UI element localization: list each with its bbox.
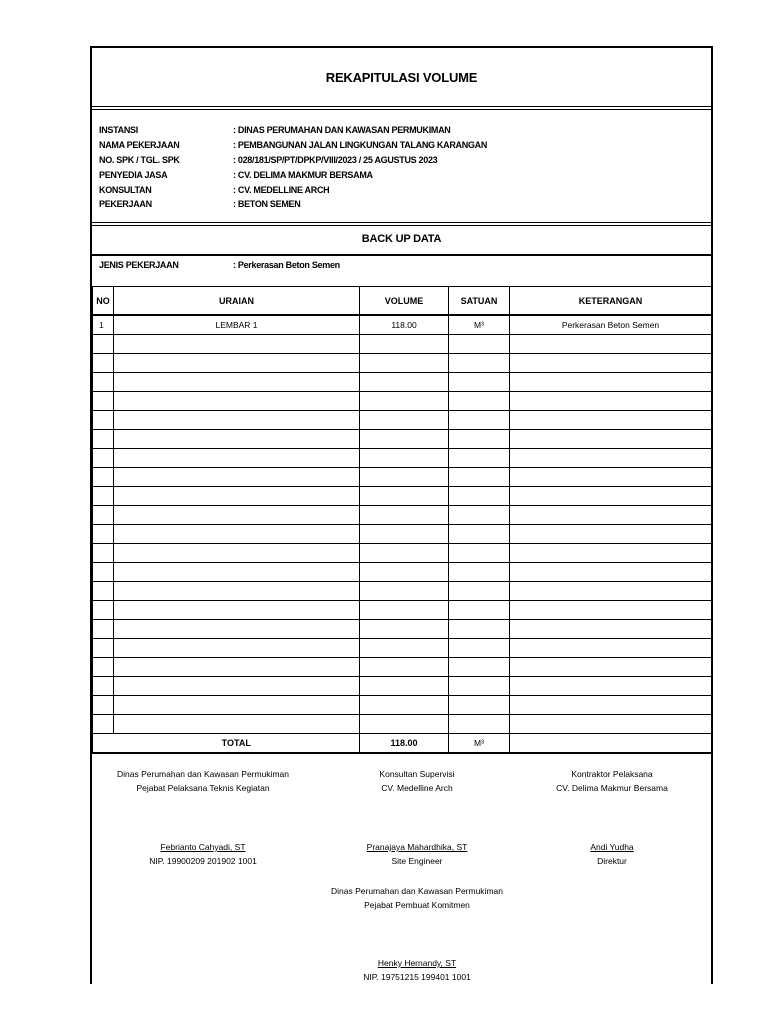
table-row-empty <box>93 487 712 506</box>
cell-no <box>93 715 114 734</box>
cell-no <box>93 658 114 677</box>
table-row-empty <box>93 715 712 734</box>
cell-satuan <box>449 411 510 430</box>
signature-block-ppk-commitment <box>307 884 527 984</box>
cell-no <box>93 563 114 582</box>
cell-keterangan <box>510 601 712 620</box>
table-row-empty <box>93 506 712 525</box>
signature-id: Site Engineer <box>391 856 443 866</box>
header-keterangan: KETERANGAN <box>510 287 712 316</box>
cell-uraian <box>114 620 360 639</box>
cell-volume <box>360 620 449 639</box>
signature-org: Kontraktor Pelaksana <box>571 769 653 779</box>
header-satuan: SATUAN <box>449 287 510 316</box>
cell-keterangan <box>510 373 712 392</box>
cell-no: 1 <box>93 315 114 335</box>
total-keterangan <box>510 734 712 754</box>
cell-uraian <box>114 658 360 677</box>
cell-volume <box>360 354 449 373</box>
cell-uraian <box>114 449 360 468</box>
cell-keterangan <box>510 696 712 715</box>
cell-no <box>93 335 114 354</box>
cell-uraian <box>114 525 360 544</box>
cell-uraian <box>114 335 360 354</box>
table-body <box>93 315 712 734</box>
divider <box>92 109 711 110</box>
cell-no <box>93 449 114 468</box>
signature-org: Konsultan Supervisi <box>379 769 455 779</box>
table-row-empty <box>93 620 712 639</box>
jenis-value: : Perkerasan Beton Semen <box>233 260 340 270</box>
cell-satuan <box>449 525 510 544</box>
cell-keterangan <box>510 468 712 487</box>
cell-volume <box>360 563 449 582</box>
table-row-empty <box>93 639 712 658</box>
cell-satuan <box>449 468 510 487</box>
table-row-empty <box>93 430 712 449</box>
cell-volume <box>360 658 449 677</box>
cell-uraian <box>114 373 360 392</box>
cell-volume <box>360 411 449 430</box>
table-row-empty <box>93 544 712 563</box>
info-label: KONSULTAN <box>99 185 152 195</box>
signature-org: Dinas Perumahan dan Kawasan Permukiman <box>331 886 503 896</box>
cell-keterangan <box>510 411 712 430</box>
signature-name: Pranajaya Mahardhika, ST <box>366 842 468 852</box>
table-row-empty <box>93 658 712 677</box>
header-uraian: URAIAN <box>114 287 360 316</box>
header-no: NO <box>93 287 114 316</box>
total-label: TOTAL <box>114 734 360 754</box>
cell-uraian <box>114 582 360 601</box>
cell-keterangan: Perkerasan Beton Semen <box>510 315 712 335</box>
info-value: : CV. DELIMA MAKMUR BERSAMA <box>233 170 373 180</box>
cell-volume <box>360 430 449 449</box>
cell-keterangan <box>510 525 712 544</box>
cell-satuan <box>449 392 510 411</box>
signature-name: Febrianto Cahyadi, ST <box>160 842 246 852</box>
cell-keterangan <box>510 620 712 639</box>
cell-uraian <box>114 563 360 582</box>
signature-role: Pejabat Pembuat Komitmen <box>364 900 470 910</box>
cell-volume <box>360 582 449 601</box>
info-value: : BETON SEMEN <box>233 199 301 209</box>
cell-keterangan <box>510 677 712 696</box>
table-row-empty <box>93 677 712 696</box>
cell-keterangan <box>510 506 712 525</box>
cell-uraian <box>114 601 360 620</box>
cell-satuan: M³ <box>449 315 510 335</box>
cell-no <box>93 411 114 430</box>
document-title: REKAPITULASI VOLUME <box>325 70 478 85</box>
cell-volume <box>360 449 449 468</box>
cell-volume <box>360 525 449 544</box>
info-label: PEKERJAAN <box>99 199 152 209</box>
cell-volume <box>360 715 449 734</box>
cell-volume <box>360 468 449 487</box>
cell-keterangan <box>510 715 712 734</box>
cell-satuan <box>449 658 510 677</box>
info-label: NO. SPK / TGL. SPK <box>99 155 180 165</box>
cell-satuan <box>449 449 510 468</box>
signature-id: NIP. 19900209 201902 1001 <box>149 856 257 866</box>
cell-no <box>93 354 114 373</box>
signature-name: Henky Hernandy, ST <box>377 958 457 968</box>
signature-role: CV. Delima Makmur Bersama <box>556 783 668 793</box>
cell-keterangan <box>510 430 712 449</box>
cell-satuan <box>449 563 510 582</box>
info-value: : CV. MEDELLINE ARCH <box>233 185 330 195</box>
table-row-empty <box>93 335 712 354</box>
cell-keterangan <box>510 449 712 468</box>
cell-volume <box>360 696 449 715</box>
backup-title: BACK UP DATA <box>361 233 442 245</box>
cell-satuan <box>449 582 510 601</box>
cell-keterangan <box>510 582 712 601</box>
signature-id: Direktur <box>597 856 627 866</box>
total-spacer <box>93 734 114 754</box>
cell-satuan <box>449 430 510 449</box>
cell-no <box>93 620 114 639</box>
cell-no <box>93 468 114 487</box>
table-row-empty <box>93 525 712 544</box>
divider <box>92 106 711 107</box>
volume-table <box>92 286 712 754</box>
signature-block-ppk <box>93 767 313 868</box>
divider <box>92 222 711 223</box>
info-label: NAMA PEKERJAAN <box>99 140 180 150</box>
cell-uraian <box>114 392 360 411</box>
cell-satuan <box>449 506 510 525</box>
cell-no <box>93 582 114 601</box>
cell-keterangan <box>510 392 712 411</box>
cell-uraian <box>114 696 360 715</box>
table-header-row <box>93 287 712 316</box>
cell-volume <box>360 335 449 354</box>
cell-uraian <box>114 639 360 658</box>
cell-keterangan <box>510 354 712 373</box>
signature-role: Pejabat Pelaksana Teknis Kegiatan <box>136 783 270 793</box>
table-row-empty <box>93 696 712 715</box>
cell-volume <box>360 601 449 620</box>
total-row <box>93 734 712 754</box>
table-row-empty <box>93 468 712 487</box>
cell-no <box>93 392 114 411</box>
table-row-empty <box>93 392 712 411</box>
cell-satuan <box>449 696 510 715</box>
cell-uraian <box>114 354 360 373</box>
cell-keterangan <box>510 544 712 563</box>
signature-block-consultant <box>307 767 527 868</box>
cell-keterangan <box>510 563 712 582</box>
cell-volume <box>360 392 449 411</box>
table-row-empty <box>93 449 712 468</box>
cell-satuan <box>449 620 510 639</box>
cell-volume <box>360 487 449 506</box>
cell-no <box>93 373 114 392</box>
cell-uraian <box>114 506 360 525</box>
table-row-empty <box>93 373 712 392</box>
cell-no <box>93 601 114 620</box>
jenis-label: JENIS PEKERJAAN <box>99 260 179 270</box>
cell-volume <box>360 677 449 696</box>
table-row <box>93 315 712 335</box>
cell-uraian: LEMBAR 1 <box>114 315 360 335</box>
signature-role: CV. Medelline Arch <box>381 783 453 793</box>
cell-uraian <box>114 411 360 430</box>
signature-id: NIP. 19751215 199401 1001 <box>363 972 471 982</box>
total-volume: 118.00 <box>360 734 449 754</box>
cell-no <box>93 506 114 525</box>
cell-satuan <box>449 601 510 620</box>
cell-uraian <box>114 715 360 734</box>
cell-satuan <box>449 715 510 734</box>
cell-satuan <box>449 544 510 563</box>
info-value: : 028/181/SP/PT/DPKP/VIII/2023 / 25 AGUSTUS 2023 <box>233 155 438 165</box>
info-label: INSTANSI <box>99 125 138 135</box>
info-label: PENYEDIA JASA <box>99 170 168 180</box>
header-volume: VOLUME <box>360 287 449 316</box>
signature-org: Dinas Perumahan dan Kawasan Permukiman <box>117 769 289 779</box>
cell-uraian <box>114 544 360 563</box>
cell-volume <box>360 506 449 525</box>
cell-satuan <box>449 335 510 354</box>
cell-uraian <box>114 468 360 487</box>
table-row-empty <box>93 563 712 582</box>
table-row-empty <box>93 601 712 620</box>
cell-no <box>93 677 114 696</box>
cell-satuan <box>449 373 510 392</box>
divider <box>92 254 711 256</box>
cell-volume <box>360 544 449 563</box>
cell-volume <box>360 373 449 392</box>
cell-satuan <box>449 354 510 373</box>
total-satuan: M³ <box>449 734 510 754</box>
cell-uraian <box>114 677 360 696</box>
cell-keterangan <box>510 487 712 506</box>
cell-satuan <box>449 639 510 658</box>
cell-no <box>93 696 114 715</box>
table-row-empty <box>93 582 712 601</box>
cell-volume: 118.00 <box>360 315 449 335</box>
cell-volume <box>360 639 449 658</box>
signature-name: Andi Yudha <box>590 842 634 852</box>
cell-no <box>93 525 114 544</box>
cell-keterangan <box>510 639 712 658</box>
info-value: : DINAS PERUMAHAN DAN KAWASAN PERMUKIMAN <box>233 125 451 135</box>
cell-no <box>93 544 114 563</box>
table-row-empty <box>93 411 712 430</box>
divider <box>92 225 711 226</box>
cell-uraian <box>114 487 360 506</box>
cell-no <box>93 487 114 506</box>
cell-keterangan <box>510 335 712 354</box>
cell-satuan <box>449 677 510 696</box>
info-value: : PEMBANGUNAN JALAN LINGKUNGAN TALANG KARANGAN <box>233 140 488 150</box>
cell-no <box>93 639 114 658</box>
signature-block-contractor <box>502 767 722 868</box>
cell-no <box>93 430 114 449</box>
cell-keterangan <box>510 658 712 677</box>
cell-uraian <box>114 430 360 449</box>
table-row-empty <box>93 354 712 373</box>
cell-satuan <box>449 487 510 506</box>
